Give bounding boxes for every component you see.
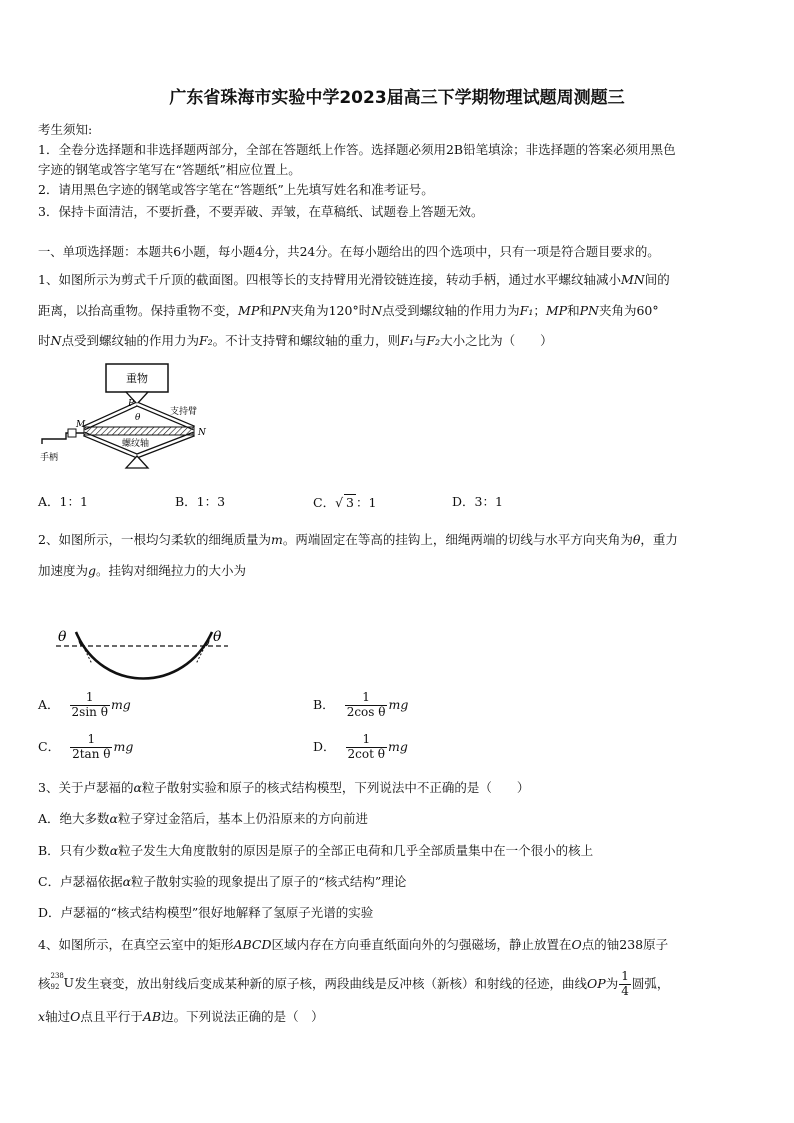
- fraction-denominator: 2cos θ: [346, 704, 386, 719]
- option-label: B．: [313, 696, 335, 712]
- q1-option-c-radicand: 3: [346, 495, 354, 510]
- q4-var-abcd: ABCD: [233, 937, 272, 952]
- notice-heading: 考生须知:: [38, 122, 93, 137]
- q3-text: 粒子散射实验的现象提出了原子的“核式结构”理论: [131, 874, 407, 889]
- notice-item-3: 3．保持卡面清洁，不要折叠，不要弄破、弄皱，在草稿纸、试题卷上答题无效。: [38, 204, 484, 219]
- fraction-numerator: 1: [70, 733, 112, 748]
- fraction-numerator: 1: [346, 733, 387, 748]
- q3-text: B．只有少数: [38, 843, 110, 858]
- alpha-symbol: α: [122, 874, 132, 889]
- theta-right: θ: [213, 629, 222, 645]
- label-arm: 支持臂: [170, 407, 198, 417]
- q1-option-b: B．1：3: [175, 494, 226, 509]
- q1-option-c-tail: ：1: [356, 495, 377, 510]
- q4-var-o: O: [70, 1009, 81, 1024]
- q1-text: 大小之比为（ ）: [440, 333, 553, 348]
- q2-var-m: m: [270, 532, 283, 547]
- q4-stem-line2: [38, 970, 669, 999]
- q4-var-op: OP: [587, 975, 606, 991]
- q3-text: A．绝大多数: [38, 811, 110, 826]
- q2-text: ，重力: [640, 532, 678, 547]
- q2-option-c: [38, 733, 133, 762]
- fraction-numerator: 1: [70, 691, 110, 706]
- fraction-denominator: 2cot θ: [347, 746, 385, 761]
- q1-text: 夹角为120°时: [291, 303, 372, 318]
- rope-figure: [52, 612, 232, 686]
- option-label: C．: [38, 738, 61, 754]
- q2-text: 。两端固定在等高的挂钩上，细绳两端的切线与水平方向夹角为: [282, 532, 633, 547]
- jack-figure: [34, 360, 224, 470]
- isotope-mass: 238: [50, 971, 64, 980]
- q1-var-n: N: [371, 303, 383, 318]
- fraction-numerator: 1: [621, 969, 629, 983]
- q1-text: 间的: [644, 272, 670, 287]
- q1-text: 和: [259, 303, 272, 318]
- tangent-right: [196, 632, 212, 664]
- section-heading: 一、单项选择题：本题共6小题，每小题4分，共24分。在每小题给出的四个选项中，只有一项是符合题目要求的。: [38, 245, 660, 259]
- isotope-symbol: U: [63, 974, 75, 990]
- q4-text: 核: [38, 975, 51, 991]
- q4-text: 4、如图所示，在真空云室中的矩形: [38, 937, 234, 952]
- option-tail: mg: [387, 738, 408, 754]
- q1-text: 点受到螺纹轴的作用力为: [61, 333, 199, 348]
- q1-var-mn: MN: [620, 272, 645, 287]
- q1-var-mp: MP: [545, 303, 568, 318]
- q1-text: ；: [533, 303, 546, 318]
- rope-curve: [76, 632, 212, 679]
- theta-left: θ: [58, 629, 67, 645]
- q2-var-theta: θ: [632, 532, 641, 547]
- q1-var-pn: PN: [271, 303, 292, 318]
- q3-option-a: [38, 811, 368, 826]
- tangent-left: [76, 632, 92, 664]
- q4-text: 点的铀238原子: [581, 937, 669, 952]
- notice-item-2: 2．请用黑色字迹的钢笔或答字笔在“答题纸”上先填写姓名和准考证号。: [38, 182, 434, 197]
- q2-var-g: g: [88, 563, 97, 578]
- screw-axis: [84, 427, 194, 435]
- label-n: N: [198, 428, 206, 438]
- q1-text: 距离，以抬高重物。保持重物不变，: [38, 303, 239, 318]
- isotope-z: 92: [50, 982, 60, 991]
- uranium-isotope: [50, 971, 75, 991]
- q3-text: 3、关于卢瑟福的: [38, 780, 134, 795]
- label-p: P: [128, 399, 135, 409]
- base-hinge: [126, 456, 148, 468]
- alpha-symbol: α: [109, 843, 119, 858]
- q4-var-x: x: [38, 1009, 46, 1024]
- q4-text: 圆弧，: [631, 975, 670, 991]
- q4-stem-line3: [38, 1009, 324, 1024]
- q1-text: 1、如图所示为剪式千斤顶的截面图。四根等长的支持臂用光滑铰链连接，转动手柄，通过水平螺纹轴减小: [38, 272, 621, 287]
- label-m: M: [76, 420, 86, 430]
- q4-text: 发生衰变，放出射线后变成某种新的原子核，两段曲线是反冲核（新核）和射线的径迹，曲线: [74, 975, 588, 991]
- fraction-denominator: 2tan θ: [72, 746, 111, 761]
- q3-stem: [38, 780, 529, 795]
- q1-option-a: A．1：1: [38, 494, 88, 509]
- q2-stem-line1: [38, 532, 678, 547]
- q2-text: 。挂钩对细绳拉力的大小为: [96, 563, 247, 578]
- q2-option-a: [38, 691, 131, 720]
- q1-var-f1: F₁: [400, 333, 414, 348]
- q2-stem-line2: [38, 563, 246, 578]
- label-handle: 手柄: [40, 453, 59, 463]
- q1-var-mp: MP: [238, 303, 260, 318]
- q4-var-ab: AB: [142, 1009, 162, 1024]
- fraction-denominator: 4: [621, 983, 629, 998]
- q1-option-c-label: C．: [313, 495, 336, 510]
- q2-option-b: [313, 691, 408, 720]
- q1-text: 夹角为60°: [598, 303, 659, 318]
- q1-text: 点受到螺纹轴的作用力为: [382, 303, 520, 318]
- q3-text: 粒子穿过金箔后，基本上仍沿原来的方向前进: [117, 811, 368, 826]
- q1-text: 时: [38, 333, 51, 348]
- option-tail: mg: [113, 738, 134, 754]
- q4-var-o: O: [571, 937, 582, 952]
- label-theta: θ: [135, 413, 141, 423]
- q3-option-b: [38, 843, 593, 858]
- q1-stem-line1: [38, 272, 670, 287]
- page-title: 广东省珠海市实验中学2023届高三下学期物理试题周测题三: [169, 88, 625, 108]
- option-tail: mg: [110, 696, 131, 712]
- fraction-numerator: 1: [345, 691, 388, 706]
- q1-var-f2: F₂: [426, 333, 441, 348]
- q4-text: 为: [605, 975, 619, 991]
- q1-var-n: N: [50, 333, 62, 348]
- fraction-denominator: 2sin θ: [71, 704, 108, 719]
- option-label: A．: [38, 696, 60, 712]
- q3-option-c: [38, 874, 406, 889]
- notice-item-1: 1．全卷分选择题和非选择题两部分，全部在答题纸上作答。选择题必须用2B铅笔填涂；非选择题的答案必须用黑色: [38, 142, 676, 157]
- option-tail: mg: [388, 696, 409, 712]
- notice-item-1-cont: 字迹的钢笔或答字笔写在“答题纸”相应位置上。: [38, 162, 301, 177]
- q3-text: C．卢瑟福依据: [38, 874, 123, 889]
- q4-text: 区域内存在方向垂直纸面向外的匀强磁场，静止放置在: [271, 937, 572, 952]
- weight-label: 重物: [126, 372, 148, 385]
- alpha-symbol: α: [133, 780, 142, 795]
- q1-option-c: C．√ 3 ：1: [313, 495, 377, 510]
- q1-stem-line2: [38, 303, 659, 318]
- option-label: D．: [313, 738, 336, 754]
- q3-text: 粒子发生大角度散射的原因是原子的全部正电荷和几乎全部质量集中在一个很小的核上: [118, 843, 594, 858]
- q3-text: 粒子散射实验和原子的核式结构模型，下列说法中不正确的是（ ）: [141, 780, 530, 795]
- q1-var-pn: PN: [579, 303, 599, 318]
- q2-option-d: [313, 733, 408, 762]
- alpha-symbol: α: [109, 811, 118, 826]
- q2-text: 加速度为: [38, 563, 89, 578]
- q1-text: 与: [413, 333, 427, 348]
- q4-text: 边。下列说法正确的是（ ）: [161, 1009, 324, 1024]
- q4-text: 轴过: [45, 1009, 71, 1024]
- q4-stem-line1: [38, 937, 668, 952]
- q4-text: 点且平行于: [80, 1009, 143, 1024]
- q1-var-f2: F₂: [198, 333, 213, 348]
- q1-text: 。不计支持臂和螺纹轴的重力，则: [212, 333, 401, 348]
- q2-text: 2、如图所示，一根均匀柔软的细绳质量为: [38, 532, 271, 547]
- handle-crank: [42, 433, 84, 444]
- q1-stem-line3: [38, 333, 553, 348]
- label-screw: 螺纹轴: [122, 439, 150, 449]
- q1-option-d: D．3：1: [452, 494, 503, 509]
- q1-text: 和: [567, 303, 580, 318]
- q3-option-d: D．卢瑟福的“核式结构模型”很好地解释了氢原子光谱的实验: [38, 905, 374, 920]
- q1-var-f1: F₁: [519, 303, 534, 318]
